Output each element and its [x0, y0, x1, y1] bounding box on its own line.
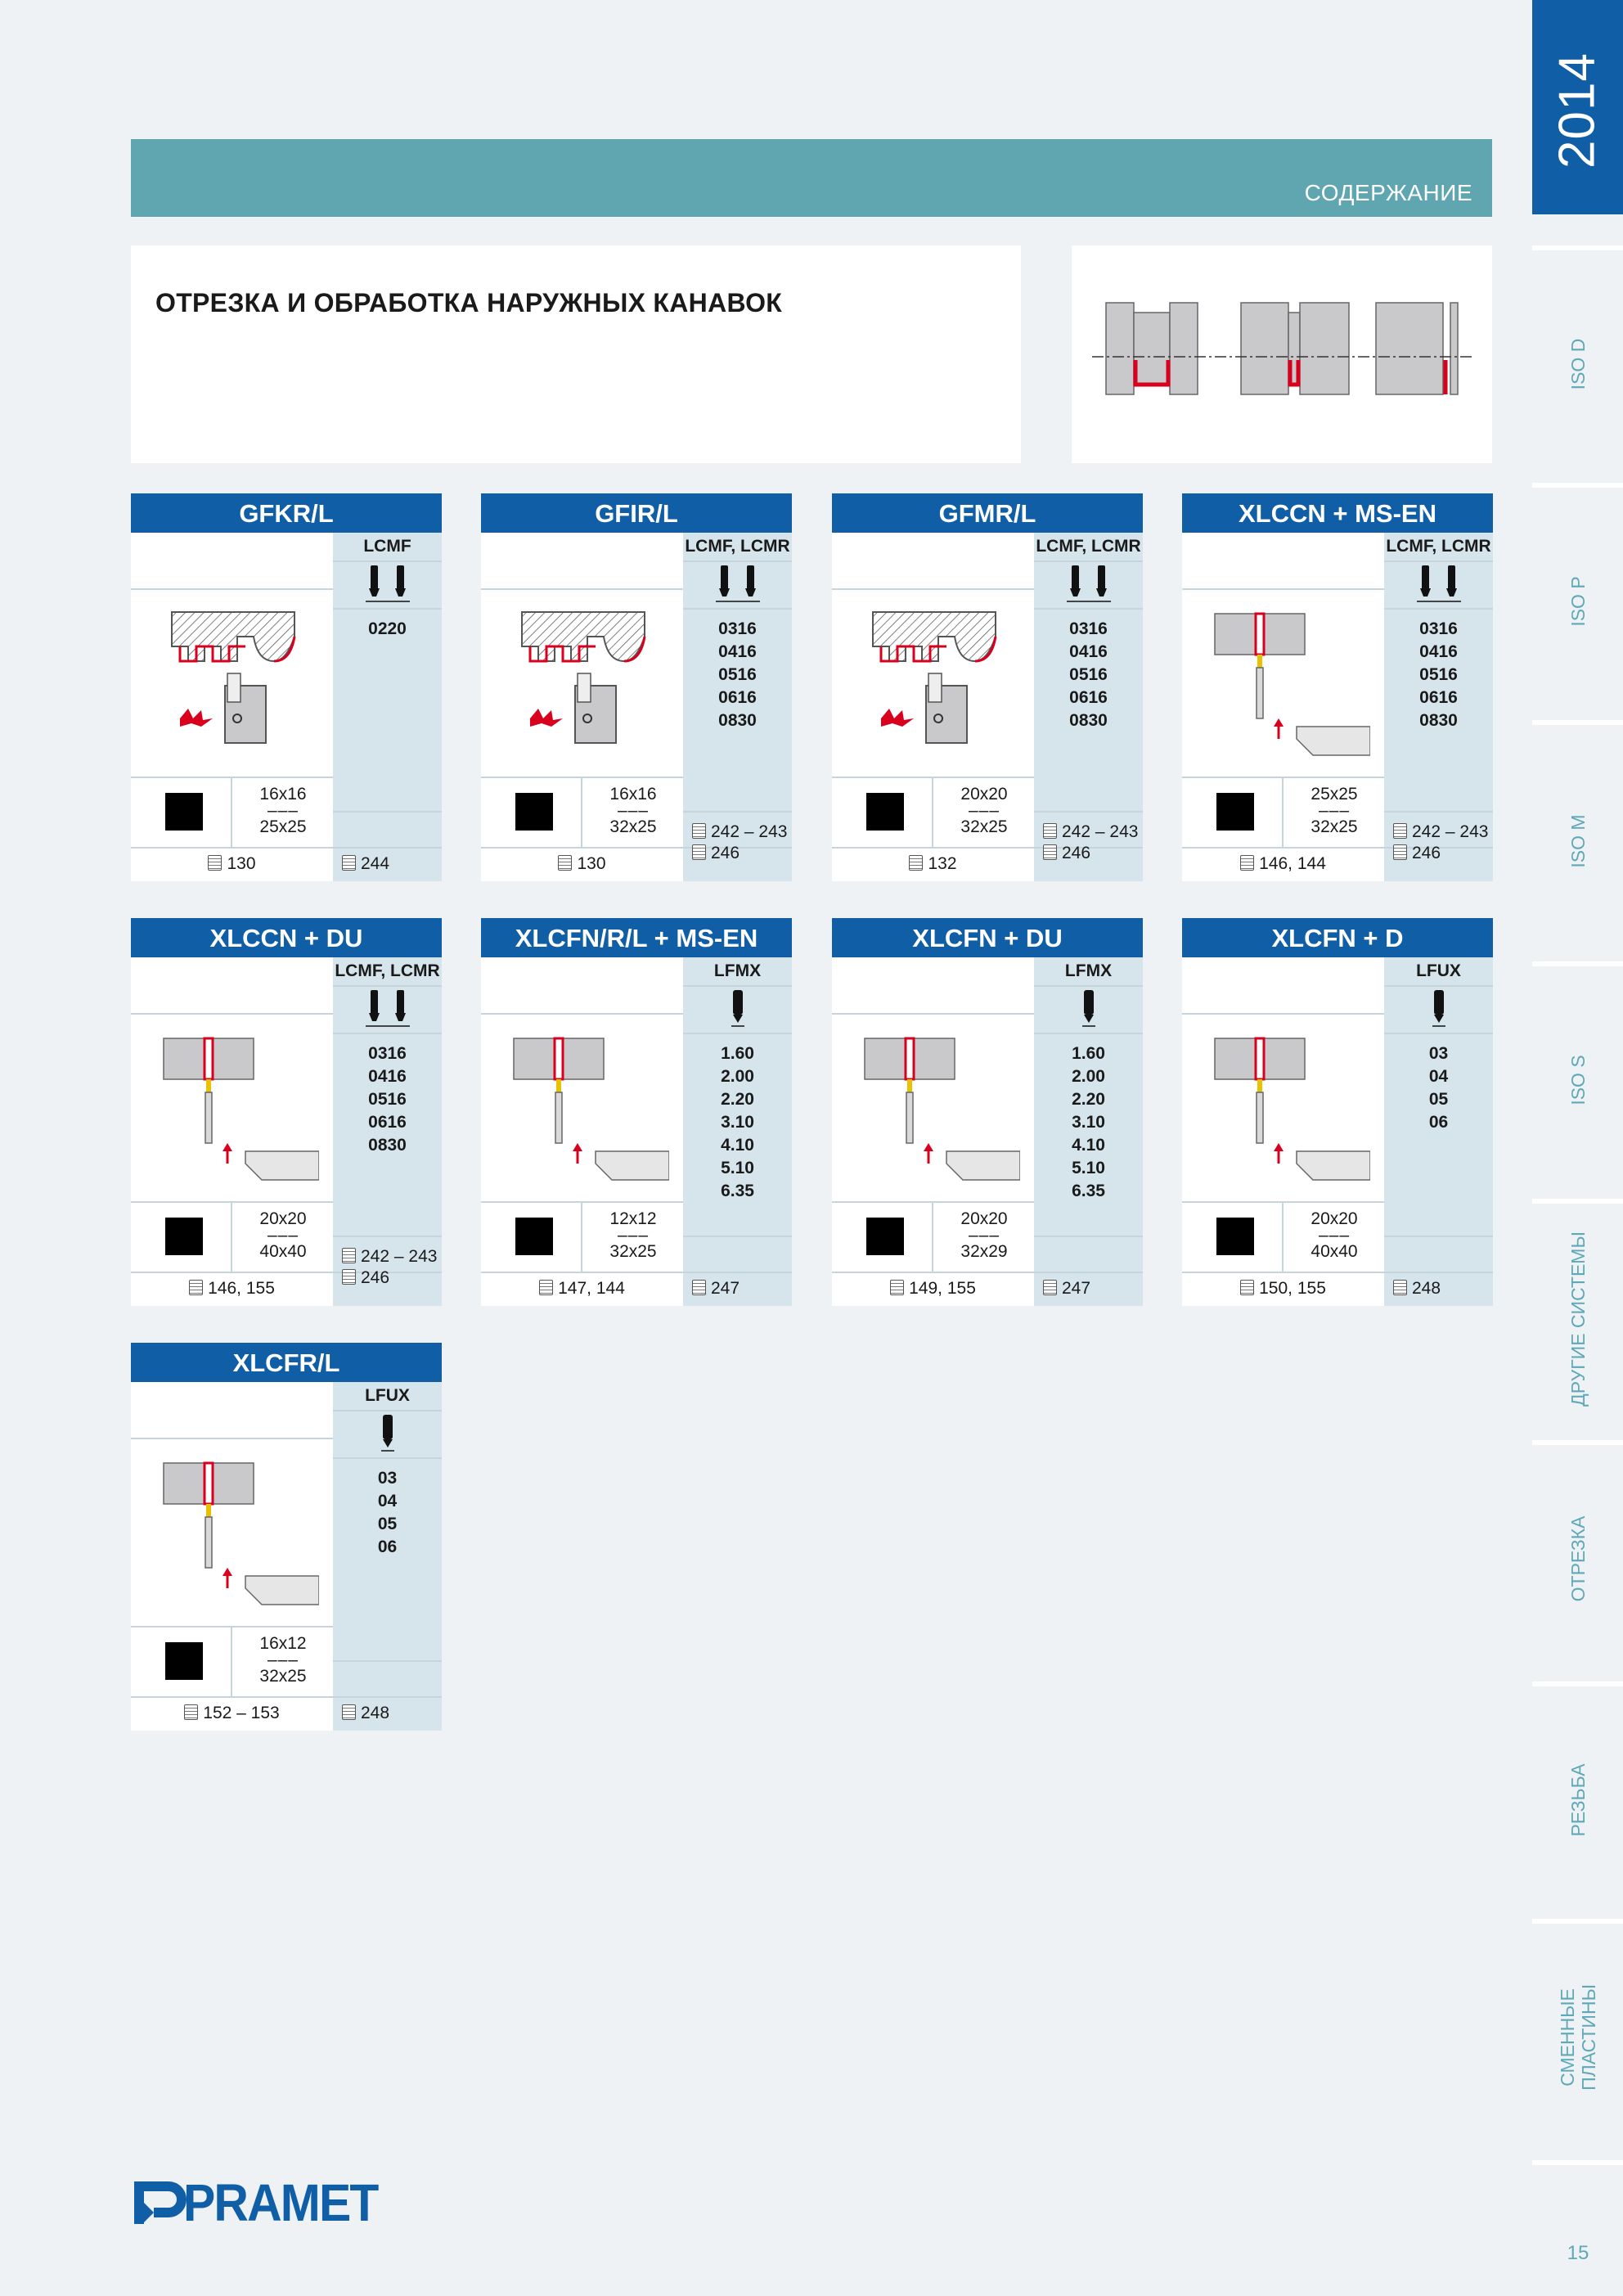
tool-name[interactable]: XLCCN + MS-EN: [1182, 493, 1493, 533]
catalog-book-icon: [692, 823, 706, 839]
square-shank-icon: [165, 1218, 203, 1255]
tool-card[interactable]: [832, 918, 1143, 1306]
insert-grade: LFUX: [1416, 961, 1461, 980]
divider: [932, 777, 933, 847]
tool-name[interactable]: GFIR/L: [481, 493, 792, 533]
insert-sizes: 03 04 05 06: [377, 1469, 398, 1556]
sidebar-divider: [1532, 2160, 1623, 2165]
sidebar-tab-label: СМЕННЫЕ: [1557, 1988, 1578, 2087]
insert-page-ref[interactable]: [342, 1704, 389, 1723]
holder-page-ref-label: 132: [928, 854, 957, 873]
shank-size-separator: –––: [1318, 1226, 1351, 1245]
divider: [1034, 1033, 1143, 1034]
catalog-book-icon: [184, 1704, 198, 1720]
divider: [131, 1438, 333, 1439]
sidebar-tab-4[interactable]: [1567, 1231, 1589, 1407]
sidebar-tab-label: ISO S: [1567, 1055, 1589, 1105]
insert-page-ref[interactable]: [692, 844, 740, 863]
groove-profile-diagram: [155, 1020, 319, 1188]
holder-page-ref-label: 130: [577, 854, 606, 873]
divider: [581, 777, 582, 847]
shank-size-bottom: 32x25: [259, 1667, 307, 1686]
sidebar-divider: [1532, 1199, 1623, 1204]
catalog-book-icon: [909, 855, 923, 871]
sidebar-tab-label: ОТРЕЗКА: [1567, 1515, 1589, 1602]
operation-illustration: [1072, 245, 1492, 463]
insert-page-ref[interactable]: [1043, 844, 1090, 863]
catalog-book-icon: [342, 855, 356, 871]
sidebar-divider: [1532, 720, 1623, 725]
catalog-book-icon: [342, 1248, 356, 1263]
groove-profile-diagram: [1207, 1020, 1370, 1188]
catalog-book-icon: [342, 1269, 356, 1285]
insert-page-ref-label: 246: [1412, 844, 1441, 862]
catalog-book-icon: [342, 1704, 356, 1720]
insert-page-ref[interactable]: [342, 1268, 389, 1288]
insert-page-ref-label: 246: [361, 1268, 390, 1287]
catalog-book-icon: [1393, 844, 1407, 860]
holder-page-ref-label: 149, 155: [909, 1279, 976, 1298]
shank-size-top: 12x12: [609, 1209, 657, 1228]
holder-page-ref-label: 150, 155: [1259, 1279, 1326, 1298]
insert-page-ref-label: 246: [1062, 844, 1091, 862]
divider: [333, 608, 442, 610]
shank-size-bottom: 32x25: [1311, 817, 1358, 836]
shank-size-separator: –––: [267, 801, 299, 820]
insert-page-ref-label: 242 – 243: [361, 1247, 438, 1266]
catalog-book-icon: [1043, 1280, 1057, 1295]
shank-size: [233, 786, 333, 835]
divider: [1384, 608, 1493, 610]
holder-page-ref[interactable]: [481, 1279, 683, 1299]
insert-grade: LCMF, LCMR: [685, 537, 790, 556]
tool-card[interactable]: [481, 493, 792, 881]
insert-page-ref[interactable]: [1393, 844, 1441, 863]
logo-text: PRAMET: [183, 2173, 378, 2232]
tool-card[interactable]: [481, 918, 792, 1306]
sidebar-tab-7[interactable]: [1557, 1984, 1599, 2091]
divider: [131, 588, 333, 590]
insert-page-ref[interactable]: [1393, 1279, 1441, 1299]
divider: [131, 1272, 442, 1273]
insert-page-ref-label: 247: [711, 1279, 740, 1298]
shank-size-bottom: 32x25: [609, 1242, 657, 1261]
holder-page-ref[interactable]: [481, 854, 683, 874]
holder-page-ref[interactable]: [832, 854, 1034, 874]
divider: [1182, 847, 1493, 849]
insert-sizes: 0220: [368, 619, 407, 638]
insert-sizes: 1.60 2.00 2.20 3.10 4.10 5.10 6.35: [1072, 1044, 1105, 1200]
divider: [1384, 1236, 1493, 1237]
sidebar-tab-label: ISO D: [1567, 338, 1589, 390]
sidebar-divider: [1532, 961, 1623, 966]
catalog-book-icon: [558, 855, 572, 871]
divider: [333, 1236, 442, 1237]
tool-card[interactable]: [131, 918, 442, 1306]
insert-shape-icon: [333, 1411, 442, 1457]
catalog-book-icon: [1240, 855, 1254, 871]
insert-shape-icon: [1384, 562, 1493, 608]
insert-grade: LFMX: [713, 961, 762, 980]
tool-card[interactable]: [1182, 918, 1493, 1306]
divider: [333, 1033, 442, 1034]
tool-name[interactable]: XLCFR/L: [131, 1343, 442, 1382]
tool-name[interactable]: XLCFN + DU: [832, 918, 1143, 957]
divider: [481, 847, 792, 849]
sidebar-tab-label: ISO M: [1567, 814, 1589, 868]
insert-page-ref[interactable]: [342, 1245, 437, 1268]
chapter-sidebar: [1532, 0, 1623, 2296]
shank-size-separator: –––: [968, 1226, 1000, 1245]
sidebar-tab-label: ПЛАСТИНЫ: [1578, 1984, 1599, 2091]
divider: [131, 1013, 333, 1015]
shank-size-separator: –––: [617, 1226, 650, 1245]
divider: [231, 777, 232, 847]
divider: [231, 1626, 232, 1696]
holder-page-ref-label: 130: [227, 854, 256, 873]
sidebar-tab-2[interactable]: [1567, 814, 1589, 867]
shank-size-bottom: 32x25: [960, 817, 1008, 836]
square-shank-icon: [866, 1218, 904, 1255]
catalog-book-icon: [1393, 823, 1407, 839]
catalog-book-icon: [1393, 1280, 1407, 1295]
tool-card[interactable]: [1182, 493, 1493, 881]
shank-size-top: 20x20: [960, 785, 1008, 804]
insert-grade: LCMF, LCMR: [335, 961, 440, 980]
groove-profile-diagram: [1207, 596, 1370, 763]
holder-page-ref[interactable]: [832, 1279, 1034, 1299]
catalog-book-icon: [890, 1280, 904, 1295]
shank-size-bottom: 32x25: [609, 817, 657, 836]
divider: [1034, 1236, 1143, 1237]
divider: [131, 1696, 442, 1698]
sidebar-divider: [1532, 245, 1623, 250]
sidebar-divider: [1532, 1681, 1623, 1686]
insert-sizes: 0316 0416 0516 0616 0830: [368, 1044, 407, 1155]
sidebar-tab-1[interactable]: [1567, 576, 1589, 626]
shank-size-top: 20x20: [960, 1209, 1008, 1228]
holder-page-ref[interactable]: [1182, 1279, 1384, 1299]
shank-size: [583, 786, 683, 835]
divider: [481, 1013, 683, 1015]
divider: [832, 588, 1034, 590]
shank-size-separator: –––: [267, 1226, 299, 1245]
catalog-book-icon: [1043, 823, 1057, 839]
shank-size-bottom: 25x25: [259, 817, 307, 836]
square-shank-icon: [515, 1218, 553, 1255]
insert-grade: LFUX: [365, 1386, 410, 1405]
groove-profile-diagram: [155, 596, 319, 763]
catalog-book-icon: [539, 1280, 553, 1295]
insert-shape-icon: [333, 562, 442, 608]
divider: [1282, 1201, 1284, 1272]
insert-page-ref-label: 244: [361, 854, 390, 873]
insert-sizes: 0316 0416 0516 0616 0830: [718, 619, 757, 730]
divider: [1384, 1033, 1493, 1034]
divider: [832, 1272, 1143, 1273]
divider: [1034, 811, 1143, 813]
insert-page-ref-label: 248: [1412, 1279, 1441, 1298]
divider: [1182, 1013, 1384, 1015]
shank-size-separator: –––: [1318, 801, 1351, 820]
shank-size: [1284, 1211, 1384, 1260]
divider: [932, 1201, 933, 1272]
shank-size: [934, 1211, 1034, 1260]
sidebar-divider: [1532, 1440, 1623, 1445]
insert-grade: LCMF, LCMR: [1036, 537, 1141, 556]
groove-profile-diagram: [506, 1020, 669, 1188]
shank-size: [233, 1211, 333, 1260]
pramet-logo[interactable]: [131, 2173, 409, 2232]
section-header-label[interactable]: СОДЕРЖАНИЕ: [1304, 180, 1472, 205]
divider: [683, 608, 792, 610]
tool-card[interactable]: [131, 493, 442, 881]
divider: [333, 1457, 442, 1459]
section-header-band: [131, 139, 1492, 217]
holder-page-ref[interactable]: [1182, 854, 1384, 874]
insert-page-ref[interactable]: [692, 1279, 740, 1299]
square-shank-icon: [1216, 1218, 1254, 1255]
insert-page-ref-label: 247: [1062, 1279, 1091, 1298]
catalog-book-icon: [1240, 1280, 1254, 1295]
divider: [481, 588, 683, 590]
shank-size-top: 16x12: [259, 1634, 307, 1653]
divider: [832, 847, 1143, 849]
insert-shape-icon: [683, 987, 792, 1033]
square-shank-icon: [165, 1642, 203, 1680]
square-shank-icon: [165, 793, 203, 831]
insert-shape-icon: [1384, 987, 1493, 1033]
insert-page-ref[interactable]: [1043, 821, 1138, 844]
shank-size: [583, 1211, 683, 1260]
tool-name[interactable]: GFMR/L: [832, 493, 1143, 533]
shank-size-bottom: 40x40: [259, 1242, 307, 1261]
divider: [683, 1033, 792, 1034]
sidebar-tab-label: ДРУГИЕ СИСТЕМЫ: [1567, 1231, 1589, 1407]
shank-size-separator: –––: [617, 801, 650, 820]
shank-size-separator: –––: [968, 801, 1000, 820]
insert-page-ref-label: 242 – 243: [1062, 822, 1139, 841]
shank-size-separator: –––: [267, 1650, 299, 1669]
shank-size-top: 20x20: [259, 1209, 307, 1228]
sidebar-tab-3[interactable]: [1567, 1055, 1589, 1105]
catalog-book-icon: [1043, 844, 1057, 860]
sidebar-tab-5[interactable]: [1567, 1516, 1589, 1602]
insert-grade: LFMX: [1064, 961, 1113, 980]
sidebar-divider: [1532, 483, 1623, 488]
catalog-book-icon: [692, 1280, 706, 1295]
divider: [481, 1272, 792, 1273]
shank-size-bottom: 32x29: [960, 1242, 1008, 1261]
tool-name[interactable]: GFKR/L: [131, 493, 442, 533]
divider: [333, 1660, 442, 1662]
year-tab[interactable]: [1532, 0, 1623, 214]
sidebar-divider: [1532, 1919, 1623, 1924]
divider: [1182, 1272, 1493, 1273]
sidebar-tab-0[interactable]: [1567, 339, 1589, 390]
insert-shape-icon: [683, 562, 792, 608]
sidebar-tab-6[interactable]: [1567, 1763, 1589, 1836]
shank-size: [233, 1636, 333, 1685]
holder-page-ref[interactable]: [131, 1704, 333, 1723]
insert-page-ref[interactable]: [1043, 1279, 1090, 1299]
catalog-book-icon: [189, 1280, 203, 1295]
insert-sizes: 0316 0416 0516 0616 0830: [1069, 619, 1108, 730]
year-label: 2014: [1549, 52, 1606, 169]
tool-name[interactable]: XLCFN/R/L + MS-EN: [481, 918, 792, 957]
groove-profile-diagram: [506, 596, 669, 763]
divider: [1384, 811, 1493, 813]
insert-page-ref-label: 248: [361, 1704, 390, 1722]
shank-size: [1284, 786, 1384, 835]
insert-page-ref-label: 242 – 243: [711, 822, 788, 841]
shank-size: [934, 786, 1034, 835]
divider: [581, 1201, 582, 1272]
tool-name[interactable]: XLCFN + D: [1182, 918, 1493, 957]
divider: [1034, 608, 1143, 610]
holder-page-ref-label: 146, 144: [1259, 854, 1326, 873]
divider: [231, 1201, 232, 1272]
tool-card[interactable]: [131, 1343, 442, 1731]
page-number: 15: [1567, 2242, 1589, 2264]
insert-page-ref[interactable]: [1393, 821, 1488, 844]
shank-size-top: 25x25: [1311, 785, 1358, 804]
catalog-book-icon: [208, 855, 222, 871]
tool-name[interactable]: XLCCN + DU: [131, 918, 442, 957]
insert-page-ref-label: 242 – 243: [1412, 822, 1489, 841]
holder-page-ref-label: 152 – 153: [203, 1704, 280, 1722]
page-title: ОТРЕЗКА И ОБРАБОТКА НАРУЖНЫХ КАНАВОК: [155, 288, 783, 317]
insert-page-ref[interactable]: [692, 821, 787, 844]
divider: [683, 811, 792, 813]
divider: [131, 847, 442, 849]
holder-page-ref-label: 146, 155: [208, 1279, 275, 1298]
shank-size-bottom: 40x40: [1311, 1242, 1358, 1261]
insert-page-ref-label: 246: [711, 844, 740, 862]
shank-size-top: 20x20: [1311, 1209, 1358, 1228]
sidebar-tab-label: РЕЗЬБА: [1567, 1763, 1589, 1837]
square-shank-icon: [866, 793, 904, 831]
divider: [1182, 588, 1384, 590]
divider: [1282, 777, 1284, 847]
groove-profile-diagram: [856, 1020, 1020, 1188]
insert-sizes: 03 04 05 06: [1428, 1044, 1449, 1132]
insert-shape-icon: [333, 987, 442, 1033]
holder-page-ref[interactable]: [131, 854, 333, 874]
square-shank-icon: [515, 793, 553, 831]
insert-grade: LCMF: [363, 537, 411, 556]
insert-grade: LCMF, LCMR: [1386, 537, 1491, 556]
catalog-book-icon: [692, 844, 706, 860]
divider: [683, 1236, 792, 1237]
section-title-box: [131, 245, 1021, 463]
shank-size-top: 16x16: [609, 785, 657, 804]
tool-card[interactable]: [832, 493, 1143, 881]
holder-page-ref-label: 147, 144: [558, 1279, 625, 1298]
insert-sizes: 1.60 2.00 2.20 3.10 4.10 5.10 6.35: [721, 1044, 754, 1200]
groove-profile-diagram: [155, 1445, 319, 1613]
insert-page-ref[interactable]: [342, 854, 389, 874]
insert-shape-icon: [1034, 987, 1143, 1033]
shank-size-top: 16x16: [259, 785, 307, 804]
insert-shape-icon: [1034, 562, 1143, 608]
insert-sizes: 0316 0416 0516 0616 0830: [1419, 619, 1458, 730]
divider: [832, 1013, 1034, 1015]
holder-page-ref[interactable]: [131, 1279, 333, 1299]
groove-profile-diagram: [856, 596, 1020, 763]
divider: [333, 811, 442, 813]
square-shank-icon: [1216, 793, 1254, 831]
sidebar-tab-label: ISO P: [1567, 576, 1589, 627]
